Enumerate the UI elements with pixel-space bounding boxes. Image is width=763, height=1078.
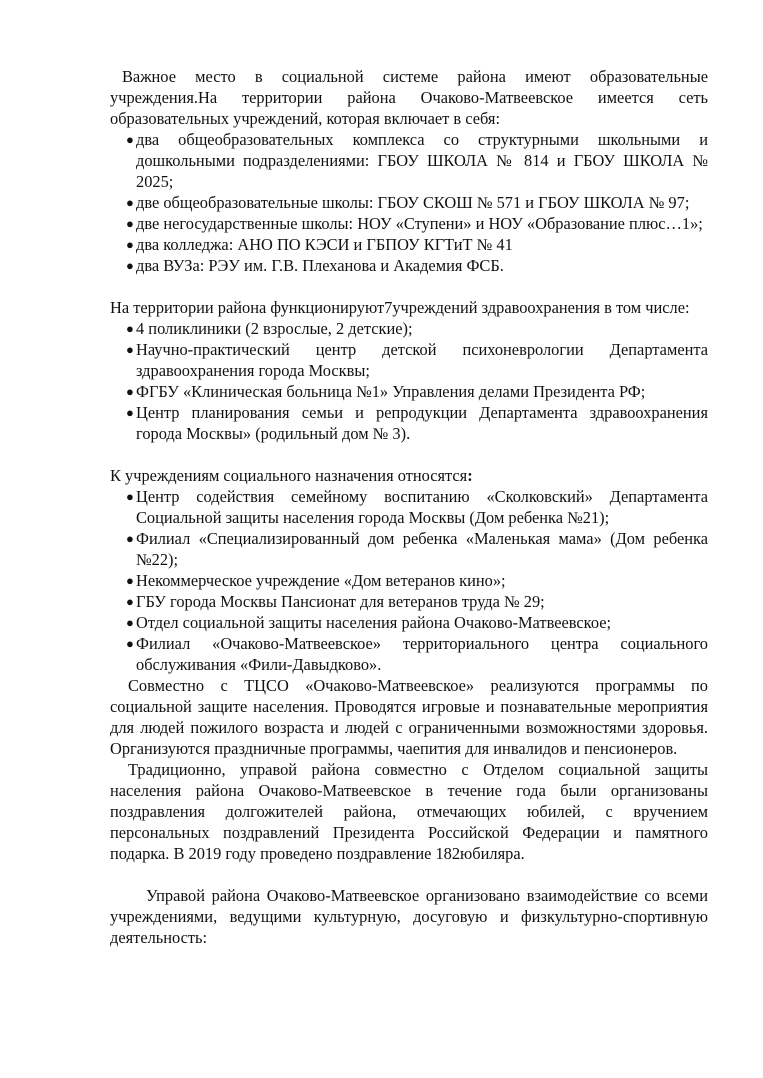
bullet-icon: ● bbox=[126, 342, 134, 357]
bullet-icon: ● bbox=[126, 384, 134, 399]
list-item: ● Филиал «Очаково-Матвеевское» территориального центра социального обслуживания «Фили-Давыдково». bbox=[126, 634, 708, 674]
spacer bbox=[110, 444, 708, 465]
education-section bbox=[110, 66, 708, 276]
social-joint-paragraph: Совместно с ТЦСО «Очаково-Матвеевское» реализуются программы по социальной защите населения. Проводятся игровые и познавательные мероприятия для людей пожилого возраста и людей с ограниченными возможностями здоровья. Организуются праздничные программы, чаепития для инвалидов и пенсионеров. bbox=[110, 676, 708, 758]
health-section bbox=[110, 297, 708, 444]
document-page bbox=[110, 66, 708, 948]
bullet-icon: ● bbox=[126, 531, 134, 546]
list-item: ● два общеобразовательных комплекса со структурными школьными и дошкольными подразделениями: ГБОУ ШКОЛА № 814 и ГБОУ ШКОЛА № 2025; bbox=[126, 130, 708, 191]
list-item: ● две негосударственные школы: НОУ «Ступени» и НОУ «Образование плюс…1»; bbox=[126, 214, 703, 233]
health-list bbox=[110, 318, 708, 444]
list-item: ● Некоммерческое учреждение «Дом ветеранов кино»; bbox=[126, 571, 506, 590]
bullet-icon: ● bbox=[126, 216, 134, 231]
list-item: ● Научно-практический центр детской психоневрологии Департамента здравоохранения города Москвы; bbox=[126, 340, 708, 380]
education-intro: Важное место в социальной системе района имеют образовательные учреждения.На территории района Очаково-Матвеевское имеется сеть образовательных учреждений, которая включает в себя: bbox=[110, 67, 708, 128]
list-item: ● ФГБУ «Клиническая больница №1» Управления делами Президента РФ; bbox=[126, 382, 646, 401]
bullet-icon: ● bbox=[126, 321, 134, 336]
bullet-icon: ● bbox=[126, 195, 134, 210]
bullet-icon: ● bbox=[126, 594, 134, 609]
social-section bbox=[110, 465, 708, 864]
culture-section bbox=[110, 885, 708, 948]
list-item: ● ГБУ города Москвы Пансионат для ветеранов труда № 29; bbox=[126, 592, 545, 611]
list-item: ● два ВУЗа: РЭУ им. Г.В. Плеханова и Академия ФСБ. bbox=[126, 256, 504, 275]
list-item: ● Центр содействия семейному воспитанию «Сколковский» Департамента Социальной защиты населения города Москвы (Дом ребенка №21); bbox=[126, 487, 708, 527]
social-tradition-paragraph: Традиционно, управой района совместно с Отделом социальной защиты населения района Очаково-Матвеевское в течение года были организованы поздравления долгожителей района, отмечающих юбилей, с вручением персональных поздравлений Президента Российской Федерации и памятного подарка. В 2019 году проведено поздравление 182юбиляра. bbox=[110, 760, 708, 863]
list-item: ● две общеобразовательные школы: ГБОУ СКОШ № 571 и ГБОУ ШКОЛА № 97; bbox=[126, 193, 690, 212]
list-item: ● 4 поликлиники (2 взрослые, 2 детские); bbox=[126, 319, 413, 338]
social-list bbox=[110, 486, 708, 675]
list-item: ● Филиал «Специализированный дом ребенка «Маленькая мама» (Дом ребенка №22); bbox=[126, 529, 708, 569]
spacer bbox=[110, 276, 708, 297]
bullet-icon: ● bbox=[126, 132, 134, 147]
list-item: ● два колледжа: АНО ПО КЭСИ и ГБПОУ КГТиТ № 41 bbox=[126, 235, 513, 254]
health-intro: На территории района функционируют7учреждений здравоохранения в том числе: bbox=[110, 298, 690, 317]
bullet-icon: ● bbox=[126, 237, 134, 252]
culture-intro: Управой района Очаково-Матвеевское организовано взаимодействие со всеми учреждениями, ведущими культурную, досуговую и физкультурно-спортивную деятельность: bbox=[110, 886, 708, 947]
bullet-icon: ● bbox=[126, 489, 134, 504]
bullet-icon: ● bbox=[126, 405, 134, 420]
education-list bbox=[110, 129, 708, 276]
bullet-icon: ● bbox=[126, 615, 134, 630]
bullet-icon: ● bbox=[126, 258, 134, 273]
list-item: ● Центр планирования семьи и репродукции Департамента здравоохранения города Москвы» (родильный дом № 3). bbox=[126, 403, 708, 443]
bullet-icon: ● bbox=[126, 636, 134, 651]
list-item: ● Отдел социальной защиты населения района Очаково-Матвеевское; bbox=[126, 613, 612, 632]
social-intro: К учреждениям социального назначения относятся: bbox=[110, 466, 473, 485]
spacer bbox=[110, 864, 708, 885]
bullet-icon: ● bbox=[126, 573, 134, 588]
